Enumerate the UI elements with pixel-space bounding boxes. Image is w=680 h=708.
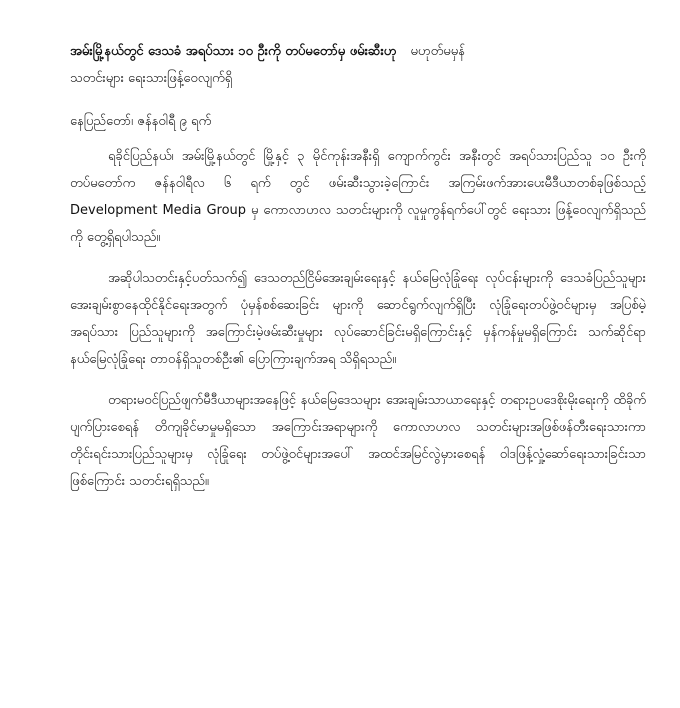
dateline: နေပြည်တော်၊ ဇန်နဝါရီ ၉ ရက် bbox=[70, 114, 212, 129]
subheadline: သတင်းများ ရေးသားဖြန့်ဝေလျက်ရှိ bbox=[70, 71, 233, 86]
paragraph-2: အဆိုပါသတင်းနှင့်ပတ်သက်၍ ဒေသတည်ငြိမ်အေးချမ်းရေးနှင့် နယ်မြေလုံခြုံရေး လုပ်ငန်းများကို ဒေသခံပြည်သူများ အေးချမ်းစွာနေထိုင်နိုင်ရေးအတွက် ပုံမှန်စစ်ဆေးခြင်း များကို ဆောင်ရွက်လျက်ရှိပြီး လုံခြုံရေးတပ်ဖွဲ့ဝင်များမှ အပြစ်မဲ့အရပ်သား ပြည်သူများကို အကြောင်းမဲ့ဖမ်းဆီးမှုများ လုပ်ဆောင်ခြင်းမရှိကြောင်းနှင့် မှန်ကန်မှုမရှိကြောင်း သက်ဆိုင်ရာ နယ်မြေလုံခြုံရေး တာဝန်ရှိသူတစ်ဦး၏ ပြောကြားချက်အရ သိရှိရသည်။ bbox=[70, 271, 646, 367]
headline: အမ်းမြို့နယ်တွင် ဒေသခံ အရပ်သား ၁၀ ဦးကို တပ်မတော်မှ ဖမ်းဆီးဟု bbox=[70, 44, 397, 59]
news-article bbox=[70, 38, 646, 495]
paragraph-3: တရားမဝင်ပြည်ဖျက်မီဒီယာများအနေဖြင့် နယ်မြေဒေသများ အေးချမ်းသာယာရေးနှင့် တရားဥပဒေစိုးမိုးရေးကို ထိခိုက်ပျက်ပြားစေရန် တိကျခိုင်မာမှုမရှိသော အကြောင်းအရာများကို ကောလာဟလ သတင်းများအဖြစ်ဖန်တီးရေးသားကာ တိုင်းရင်းသားပြည်သူများမှ လုံခြုံရေး တပ်ဖွဲ့ဝင်များအပေါ် အထင်အမြင်လွဲမှားစေရန် ဝါဒဖြန့်လှုံ့ဆော်ရေးသားခြင်းသာ ဖြစ်ကြောင်း သတင်းရရှိသည်။ bbox=[70, 393, 646, 489]
article-heading bbox=[70, 38, 646, 65]
headline-tag: မဟုတ်မမှန် bbox=[410, 44, 465, 59]
paragraph-1: ရခိုင်ပြည်နယ်၊ အမ်းမြို့နယ်တွင် မြို့နှင့် ၃ မိုင်ကုန်းအနီးရှိ ကျောက်ကွင်း အနီးတွင် အရပ်သားပြည်သူ ၁၀ ဦးကို တပ်မတော်က ဇန်နဝါရီလ ၆ ရက် တွင် ဖမ်းဆီးသွားခဲ့ကြောင်း အကြမ်းဖက်အားပေးမီဒီယာတစ်ခုဖြစ်သည့် Development Media Group မှ ကောလာဟလ သတင်းများကို လူမှုကွန်ရက်ပေါ်တွင် ရေးသား ဖြန့်ဝေလျက်ရှိသည်ကို တွေ့ရှိရပါသည်။ bbox=[70, 149, 646, 245]
